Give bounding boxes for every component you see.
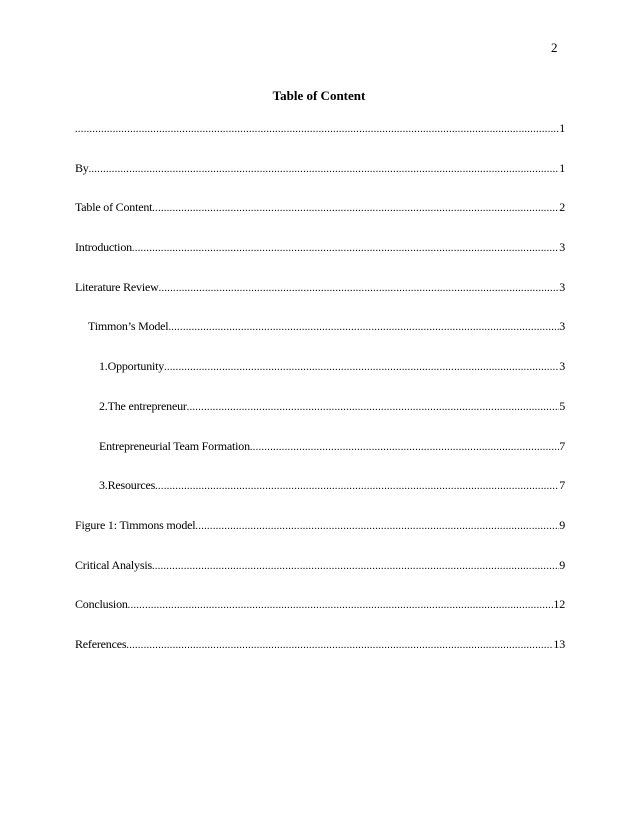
toc-leader-dots bbox=[250, 442, 559, 453]
toc-entry-page: 13 bbox=[553, 636, 565, 651]
toc-entry[interactable] bbox=[75, 359, 565, 399]
toc-list bbox=[75, 121, 565, 677]
toc-leader-dots bbox=[195, 521, 559, 532]
toc-entry-text: 1.Opportunity bbox=[99, 359, 165, 374]
toc-leader-dots bbox=[75, 124, 559, 135]
toc-entry-text: Table of Content bbox=[75, 200, 153, 215]
toc-entry-text: References bbox=[75, 636, 127, 651]
toc-entry-text: Literature Review bbox=[75, 279, 159, 294]
toc-entry-page: 1 bbox=[559, 121, 565, 135]
toc-leader-dots bbox=[187, 402, 560, 413]
toc-entry[interactable] bbox=[75, 200, 565, 240]
toc-entry-text: Conclusion bbox=[75, 597, 128, 612]
toc-entry-text: By bbox=[75, 160, 89, 175]
toc-entry[interactable] bbox=[75, 518, 565, 558]
toc-leader-dots bbox=[159, 283, 560, 294]
toc-entry-page: 3 bbox=[559, 359, 565, 374]
toc-entry-page: 7 bbox=[559, 438, 565, 453]
toc-entry[interactable] bbox=[75, 637, 565, 677]
toc-leader-dots bbox=[152, 203, 559, 214]
toc-leader-dots bbox=[132, 243, 559, 254]
toc-entry-page: 9 bbox=[559, 557, 565, 572]
toc-entry[interactable] bbox=[75, 319, 565, 359]
toc-entry-text: 3.Resources bbox=[99, 478, 156, 493]
toc-entry-page: 5 bbox=[559, 398, 565, 413]
toc-entry[interactable] bbox=[75, 597, 565, 637]
toc-entry-page: 3 bbox=[559, 319, 565, 334]
toc-entry-page: 2 bbox=[559, 200, 565, 215]
toc-leader-dots bbox=[152, 561, 559, 572]
toc-entry-page: 7 bbox=[559, 478, 565, 493]
toc-entry[interactable] bbox=[75, 478, 565, 518]
toc-entry[interactable] bbox=[75, 558, 565, 598]
toc-leader-dots bbox=[164, 362, 559, 373]
toc-entry-text: 2.The entrepreneur bbox=[99, 398, 187, 413]
toc-entry[interactable] bbox=[75, 121, 565, 161]
toc-leader-dots bbox=[128, 600, 554, 611]
toc-entry-text: Introduction bbox=[75, 240, 132, 255]
toc-entry[interactable] bbox=[75, 240, 565, 280]
toc-entry-page: 3 bbox=[559, 279, 565, 294]
toc-entry-page: 1 bbox=[559, 160, 565, 175]
toc-entry-page: 9 bbox=[559, 517, 565, 532]
toc-entry[interactable] bbox=[75, 161, 565, 201]
toc-entry[interactable] bbox=[75, 280, 565, 320]
toc-entry-page: 12 bbox=[553, 597, 565, 612]
toc-entry-text: Timmon’s Model bbox=[88, 319, 169, 334]
toc-title: Table of Content bbox=[272, 88, 366, 103]
toc-leader-dots bbox=[89, 164, 560, 175]
toc-entry[interactable] bbox=[75, 399, 565, 439]
toc-leader-dots bbox=[126, 640, 553, 651]
toc-entry-page: 3 bbox=[559, 240, 565, 255]
page-number: 2 bbox=[551, 40, 558, 55]
toc-entry[interactable] bbox=[75, 439, 565, 479]
toc-entry-text: Figure 1: Timmons model bbox=[75, 517, 196, 532]
toc-leader-dots bbox=[168, 322, 559, 333]
toc-leader-dots bbox=[155, 481, 559, 492]
toc-entry-text: Critical Analysis bbox=[75, 557, 152, 572]
toc-entry-text: Entrepreneurial Team Formation bbox=[99, 438, 250, 453]
